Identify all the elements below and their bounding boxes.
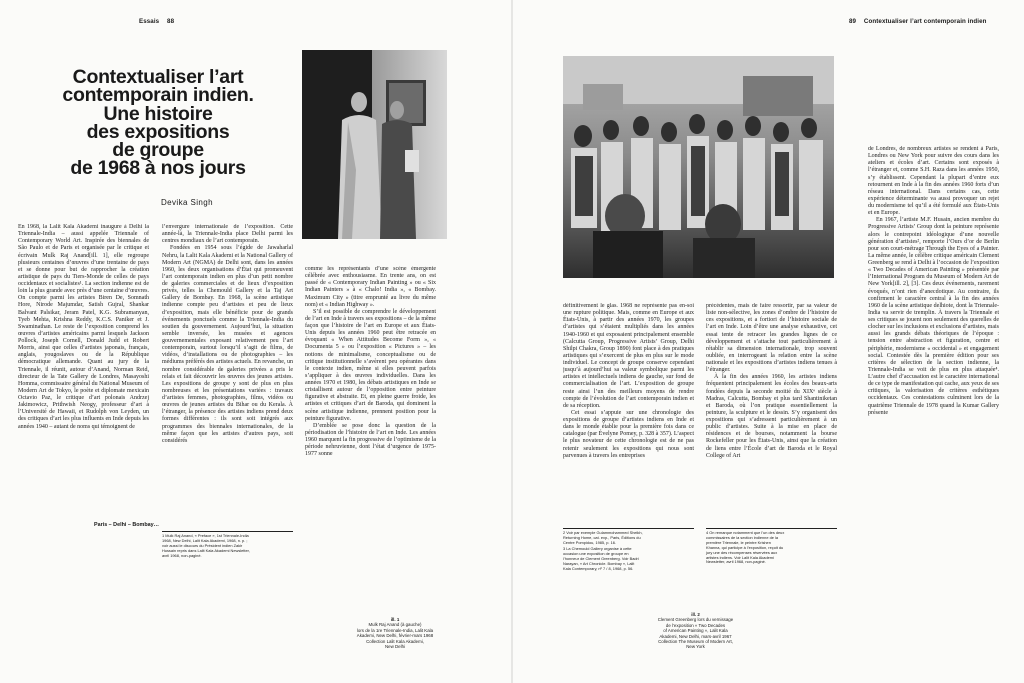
photo-ill1-image [302, 50, 447, 239]
paragraph: D’emblée se pose donc la question de la périodisation de l’histoire de l’art en Inde. Les années 1960 marquent la fin progressive de l’optimisme de la période nehruvienne, dont l’état d’urgence de 1975-1977 sonne [305, 422, 436, 458]
caption-line: Akademi, New Delhi, février-mars 1968 [356, 633, 434, 639]
title-line: Contextualiser l’art [72, 66, 244, 88]
paragraph: S’il est possible de comprendre le développement de l’art en Inde à travers ses expositions – de la même façon que l’histoire de l’art en Europe et aux États-Unis depuis les années 1960 peut être retracée en évoquant « When Attitudes Become Form », « Documenta 5 » ou l’exposition « Pictures » – les notions de minimalisme, conceptualisme ou de critique institutionnelle s’avèrent peu opérantes dans le contexte indien, même si elles peuvent parfois s’appliquer à des œuvres individuelles. Dans les années 1970 et 1980, les débats artistiques en Inde se cristallisent autour de l’opposition entre peinture figurative et abstraite. Et, en pleine guerre froide, les artistes et critiques d’art de Baroda, qui dominent la scène artistique indienne, prennent position pour la peinture figurative. [305, 308, 436, 422]
footnote-rule [563, 528, 694, 529]
article-author: Devika Singh [161, 198, 213, 207]
footnotes-right-b [706, 531, 786, 567]
title-line: Une histoire [103, 102, 213, 125]
title-line: de 1968 à nos jours [70, 157, 246, 180]
subheading: Paris – Delhi – Bombay… [94, 522, 160, 528]
photo-ill2-image [563, 56, 834, 278]
footnote: 3 La Chemould Gallery organise à cette occasion une exposition de groupe en l’honneur de Clement Greenberg. Voir Badri Narayan, « Art Chronicle. Bombay », Lalit Kala Contemporary, nº 7 / 8, 1968, p. 56. [563, 546, 639, 571]
text-column-4 [563, 303, 694, 514]
title-line: contemporain indien. [62, 84, 254, 107]
paragraph: En 1967, l’artiste M.F. Husain, ancien membre du Progressive Artists’ Group dont la peinture représente alors le contrepoint idéologique d’une nouvelle génération d’artistes², remporte l’Ours d’or de Berlin pour son court-métrage Through the Eyes of a Painter. La même année, le célèbre critique américain Clement Greenberg se rend à Delhi à l’occasion de l’exposition « Two Decades of American Painting » présentée par l’International Program du Museum of Modern Art de New York[ill. 2], [3]. Ces deux événements, rarement évoqués, n’ont rien d’anecdotique. Au contraire, ils confirment le caractère central à la fin des années 1960 de la scène artistique delhiote, dont la Triennale-India va servir de tremplin. À travers la Triennale et ses critiques se jouent non seulement des querelles de clocher sur les inclusions et exclusions d’artistes, mais aussi les grands débats théoriques de l’époque : tension entre abstraction et figuration, centre et périphérie, modernisme « occidental » et engagement social. Contestée dès la première édition pour ses critères de sélection de la section indienne, la Triennale-India se voit de plus en plus attaquée⁴. L’autre chef d’accusation est le caractère international de ce type de manifestation qui cache, aux yeux de ses critiques, la valorisation de critères esthétiques occidentaux. Ces contestations culminent lors de la quatrième Triennale de 1978 quand la Kumar Gallery présente [868, 217, 999, 416]
right-page [513, 0, 1024, 683]
paragraph: l’envergure internationale de l’exposition. Cette année-là, la Triennale-India place Delhi parmi les centres mondiaux de l’art contemporain. [162, 224, 293, 245]
paragraph: de Londres, de nombreux artistes se rendent à Paris, Londres ou New York pour suivre des cours dans les ateliers et écoles d’art. Certains sont exposés à l’étranger et, comme S.H. Raza dans les années 1950, s’y établissent. Cependant la plupart d’entre eux retournent en Inde à la fin des années 1960 forts d’un réseau international. Dans certains cas, cette expérience déterminante va aussi provoquer un rejet du modernisme tel qu’il a été formulé aux États-Unis et en Europe. [868, 146, 999, 217]
title-line: de groupe [112, 139, 204, 162]
text-column-6 [868, 146, 999, 514]
footnote: 2 Voir par exemple Gulammohammed Sheikh, Returning Home, cat. exp., Paris, Éditions du Centre Pompidou, 1985, p. 16. [563, 530, 643, 545]
paragraph: Cet essai s’appuie sur une chronologie des expositions de groupe d’artistes indiens en Inde et dans le monde établie pour la première fois dans ce catalogue (par Évelyne Pomey, p. 328 à 357). L’aspect le plus novateur de cette chronologie est de ne pas retenir seulement les expositions qui nous sont parvenues à travers les entreprises [563, 409, 694, 459]
folio-section: Essais [139, 18, 160, 25]
caption-line: New York [686, 644, 705, 650]
caption-number: ill. 2 [691, 612, 700, 617]
text-column-5 [706, 303, 837, 514]
folio-section: Contextualiser l’art contemporain indien [863, 18, 987, 25]
caption-ill1 [340, 617, 450, 649]
paragraph: À la fin des années 1960, les artistes indiens fréquentent principalement les écoles des beaux-arts fondées depuis la seconde moitié du XIXᵉ siècle à Madras, Calcutta, Bombay et plus tard Shantiniketan et Baroda, où l’on pratique essentiellement la peinture, la sculpture et le dessin. S’y organisent des expositions qui s’adressent particulièrement à un public d’artistes. Suite à la mise en place de résidences et de bourses, notamment la bourse Rockefeller pour les États-Unis, ainsi que la création de liens entre l’École d’art de Baroda et le Royal College of Art [706, 374, 837, 459]
text-column-3 [305, 266, 436, 514]
caption-line: Collection Lalit Kala Akademi, [366, 638, 424, 644]
photo-ill2 [563, 56, 834, 278]
caption-line: of American Painting », Lalit Kala [663, 628, 728, 634]
paragraph: Fondées en 1954 sous l’égide de Jawaharlal Nehru, la Lalit Kala Akademi et la National Gallery of Modern Art (NGMA) de Delhi sont, dans les années 1960, les deux organisations d’État qui promeuvent l’art contemporain indien en plus d’un petit nombre de galeries commerciales et de lieux d’exposition privés, telles la Chemould Gallery et la Taj Art Gallery de Bombay. En 1968, la scène artistique indienne compte peu d’artistes et peu de lieux d’exposition, mais elle bénéficie pour de grands événements ponctuels comme la Triennale-India du soutien du gouvernement. Aujourd’hui, la situation semble inversée, les musées et agences gouvernementales exposant relativement peu l’art contemporain, surtout lorsqu’il s’agit de films, de vidéos, d’installations ou de photographies – les médiums préférés des artistes actuels. En revanche, un nombre considérable de galeries privées a pris le relais et fait découvrir les œuvres des jeunes artistes. Les expositions de groupe y sont de plus en plus nombreuses et les présentations variées : travaux d’artistes femmes, photographies, films, vidéos ou œuvres de jeunes artistes du Bihar ou du Kerala. À l’étranger, la présence des artistes indiens prend deux formes différentes : ils sont soit intégrés aux programmes des biennales internationales, de la même façon que les artistes d’autres pays, soit considérés [162, 245, 293, 444]
caption-number: ill. 1 [390, 617, 400, 622]
paragraph: comme les représentants d’une scène émergente célébrée avec enthousiasme. En trente ans, on est passé de « Contemporary Indian Painting » ou « Six Indian Painters » à « Chalo! India », « Bombay. Maximum City » (titre emprunté au livre du même nom) et « Indian Highway ». [305, 266, 436, 308]
paragraph: définitivement le glas. 1968 ne représente pas en-soi une rupture politique. Mais, comme en Europe et aux États-Unis, à partir des années 1970, les groupes d’artistes qui s’étaient multipliés dans les années 1940-1960 et qui exposaient principalement ensemble (Calcutta Group, Progressive Artists’ Group, Delhi Shilpi Chakra, Group 1890) font place à des pratiques artistiques qui s’exercent de plus en plus sur le mode individuel. Le concept de groupe conserve cependant jusqu’à aujourd’hui sa valeur symbolique parmi les artistes et intellectuels indiens de gauche, sur fond de commercialisation de l’art. L’exposition de groupe reste ainsi l’un des meilleurs moyens de rendre compte de l’évolution de l’art contemporain indien et de sa réception. [563, 303, 694, 409]
article-title [30, 68, 286, 178]
caption-line: Akademi, New Delhi, mars-avril 1967 [659, 633, 732, 639]
caption-line: de l’exposition « Two Decades [665, 622, 726, 628]
footnote-rule [162, 531, 293, 532]
caption-line: New Delhi [384, 644, 405, 650]
caption-line: Collection The Museum of Modern Art, [658, 639, 733, 645]
caption-line: Clement Greenberg lors du vernissage [657, 617, 734, 623]
text-column-1 [18, 224, 149, 524]
caption-line: Mulk Raj Anand (à gauche) [368, 622, 422, 628]
footnote: 1 Mulk Raj Anand, « Preface », 1st Triennale-India 1968, New Delhi, Lalit Kala Akademi, 1968, n. p. ; voir aussi le discours du Président indien Zakir Hussain repris dans Lalit Kala Akademi Newsletter, avril 1968, non-paginé. [162, 533, 250, 558]
title-line: des expositions [86, 120, 230, 143]
footnotes-right-a [563, 531, 643, 573]
folio-page-number: 89 [849, 18, 857, 25]
right-folio [849, 18, 993, 25]
footnote-rule [706, 528, 837, 529]
paragraph: précédentes, mais de faire ressortir, par sa valeur de liste non-sélective, les zones d’ombre de l’histoire de ces expositions, et a fortiori de l’histoire sociale de l’art en Inde. Loin d’être une analyse exhaustive, cet essai tente de retracer les grandes lignes de ce développement et s’attache tout particulièrement à rétablir sa dimension internationale, trop souvent oubliée, en interrogeant la relation entre la scène nationale et les expositions d’artistes indiens tenues à l’étranger. [706, 303, 837, 374]
left-folio [139, 18, 180, 25]
text-column-2 [162, 224, 293, 513]
caption-line: lors de la 1re Triennale-India, Lalit Kala [356, 627, 434, 633]
paragraph: En 1968, la Lalit Kala Akademi inaugure à Delhi la Triennale-India – aussi appelée Triennale of Contemporary World Art. Inspirée des biennales de São Paulo et de Paris et organisée par le critique et écrivain Mulk Raj Anand[ill. 1], elle regroupe plusieurs centaines d’œuvres d’une trentaine de pays et se donne pour but de rapprocher la création artistique de pays du Tiers-Monde de celles de pays occidentaux et socialistes¹. La section indienne est de loin la plus grande avec près d’une centaine d’œuvres. On compte parmi les artistes Biren De, Somnath Hore, Nirode Majumdar, Satish Gujral, Shankar Balvant Palsikar, Jeram Patel, K.G. Subramanyan, Tyeb Mehta, Krishna Reddy, K.C.S. Paniker et J. Swaminathan. Le reste de l’exposition comprend les œuvres d’artistes américains parmi lesquels Jackson Pollock, Joseph Cornell, Donald Judd et Robert Morris, ainsi que celles d’artistes japonais, français, anglais, yougoslaves ou de la République démocratique allemande. Quant au jury de la Triennale, il réunit, autour d’Anand, Norman Reid, directeur de la Tate Gallery de Londres, Masayoshi Homma, commissaire général du National Museum of Modern Art de Tokyo, le poète et diplomate mexicain Octavio Paz, le critique d’art polonais Andrzej Jakimowicz, Prithwish Neogy, professeur d’art à l’Université de Hawaii, et Rudolph von Leyden, un des critiques d’art les plus influents en Inde depuis les années 1940 – autant de noms qui témoignent de [18, 224, 149, 430]
left-page [0, 0, 511, 683]
footnotes-left [162, 534, 254, 560]
footnote: 4 On remarque notamment que l’un des deux commissaires de la section indienne de la première Triennale, le peintre Krishen Khanna, qui participe à l’exposition, reçoit du jury une des récompenses réservées aux artistes indiens. Voir Lalit Kala Akademi Newsletter, avril 1968, non-paginé. [706, 530, 785, 565]
folio-page-number: 88 [167, 18, 175, 25]
caption-ill2 [633, 612, 758, 650]
photo-ill1 [302, 50, 447, 239]
